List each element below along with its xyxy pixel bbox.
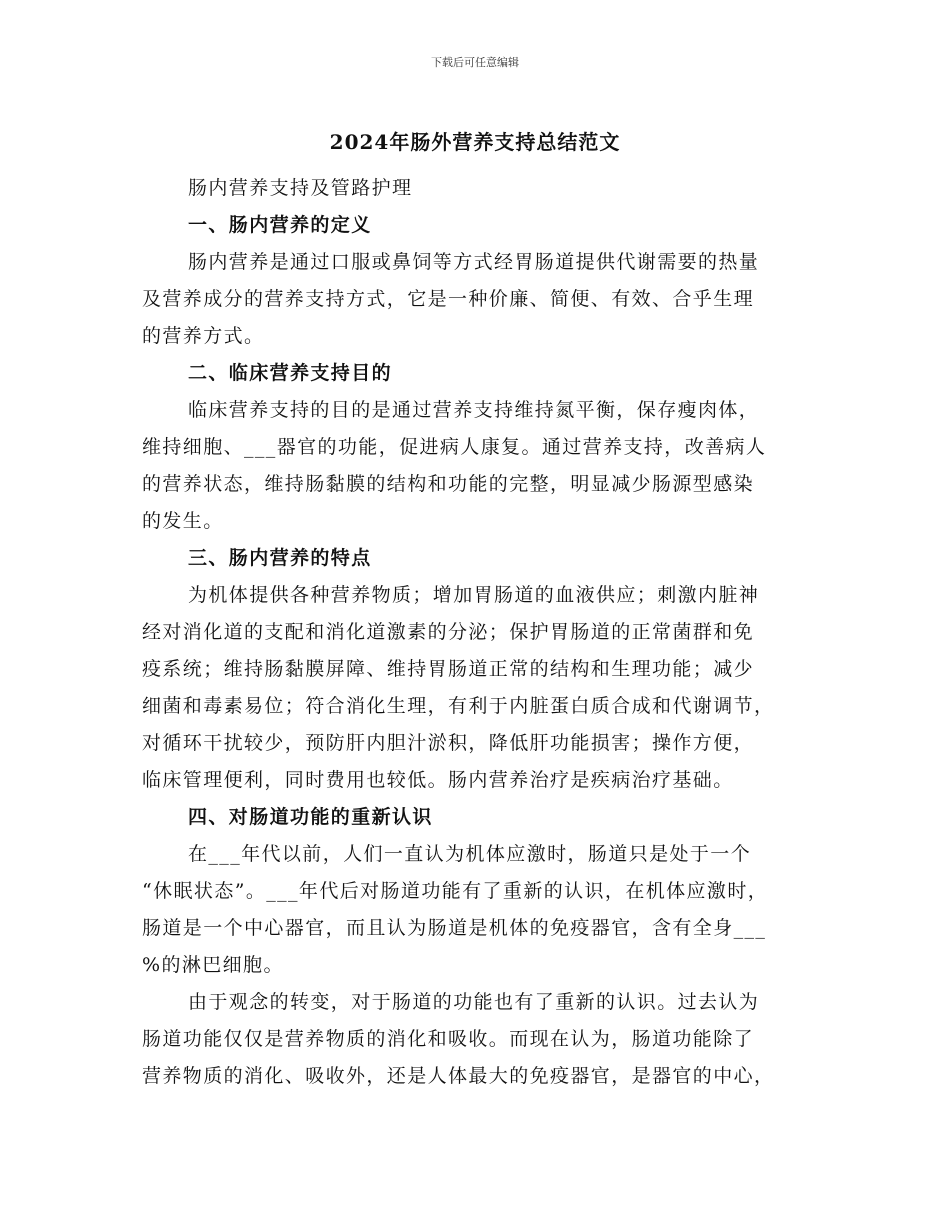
document-body <box>142 170 822 1095</box>
section-heading: 一、肠内营养的定义 <box>188 214 372 236</box>
body-line: 的营养状态，维持肠黏膜的结构和功能的完整，明显减少肠源型感染 <box>142 473 755 495</box>
body-line: 对循环干扰较少，预防肝内胆汁淤积，降低肝功能损害；操作方便， <box>142 732 755 754</box>
body-line: 肠道是一个中心器官，而且认为肠道是机体的免疫器官，含有全身___ <box>142 917 767 939</box>
section-heading: 三、肠内营养的特点 <box>188 547 372 569</box>
body-line: %的淋巴细胞。 <box>142 954 284 976</box>
body-line: 由于观念的转变，对于肠道的功能也有了重新的认识。过去认为 <box>188 991 760 1013</box>
body-line: 及营养成分的营养支持方式，它是一种价廉、简便、有效、合乎生理 <box>142 288 755 310</box>
body-line: 肠道功能仅仅是营养物质的消化和吸收。而现在认为，肠道功能除了 <box>142 1028 755 1050</box>
body-line: 维持细胞、___器官的功能，促进病人康复。通过营养支持，改善病人 <box>142 436 767 458</box>
body-line: “休眠状态”。___年代后对肠道功能有了重新的认识，在机体应激时， <box>142 880 769 902</box>
body-line: 的营养方式。 <box>142 325 265 347</box>
body-line: 疫系统；维持肠黏膜屏障、维持胃肠道正常的结构和生理功能；减少 <box>142 658 755 680</box>
header-note: 下载后可任意编辑 <box>431 56 519 69</box>
body-line: 细菌和毒素易位；符合消化生理，有利于内脏蛋白质合成和代谢调节， <box>142 695 775 717</box>
body-line: 临床管理便利，同时费用也较低。肠内营养治疗是疾病治疗基础。 <box>142 769 734 791</box>
body-line: 肠内营养支持及管路护理 <box>188 177 413 199</box>
section-heading: 四、对肠道功能的重新认识 <box>188 806 433 828</box>
body-line: 的发生。 <box>142 510 224 532</box>
body-line: 为机体提供各种营养物质；增加胃肠道的血液供应；刺激内脏神 <box>188 584 760 606</box>
body-line: 肠内营养是通过口服或鼻饲等方式经胃肠道提供代谢需要的热量 <box>188 251 760 273</box>
document-title: 2024年肠外营养支持总结范文 <box>329 130 621 154</box>
body-line: 临床营养支持的目的是通过营养支持维持氮平衡，保存瘦肉体， <box>188 399 760 421</box>
body-line: 经对消化道的支配和消化道激素的分泌；保护胃肠道的正常菌群和免 <box>142 621 755 643</box>
section-heading: 二、临床营养支持目的 <box>188 362 393 384</box>
body-line: 在___年代以前，人们一直认为机体应激时，肠道只是处于一个 <box>188 843 752 865</box>
body-line: 营养物质的消化、吸收外，还是人体最大的免疫器官，是器官的中心， <box>142 1065 775 1087</box>
